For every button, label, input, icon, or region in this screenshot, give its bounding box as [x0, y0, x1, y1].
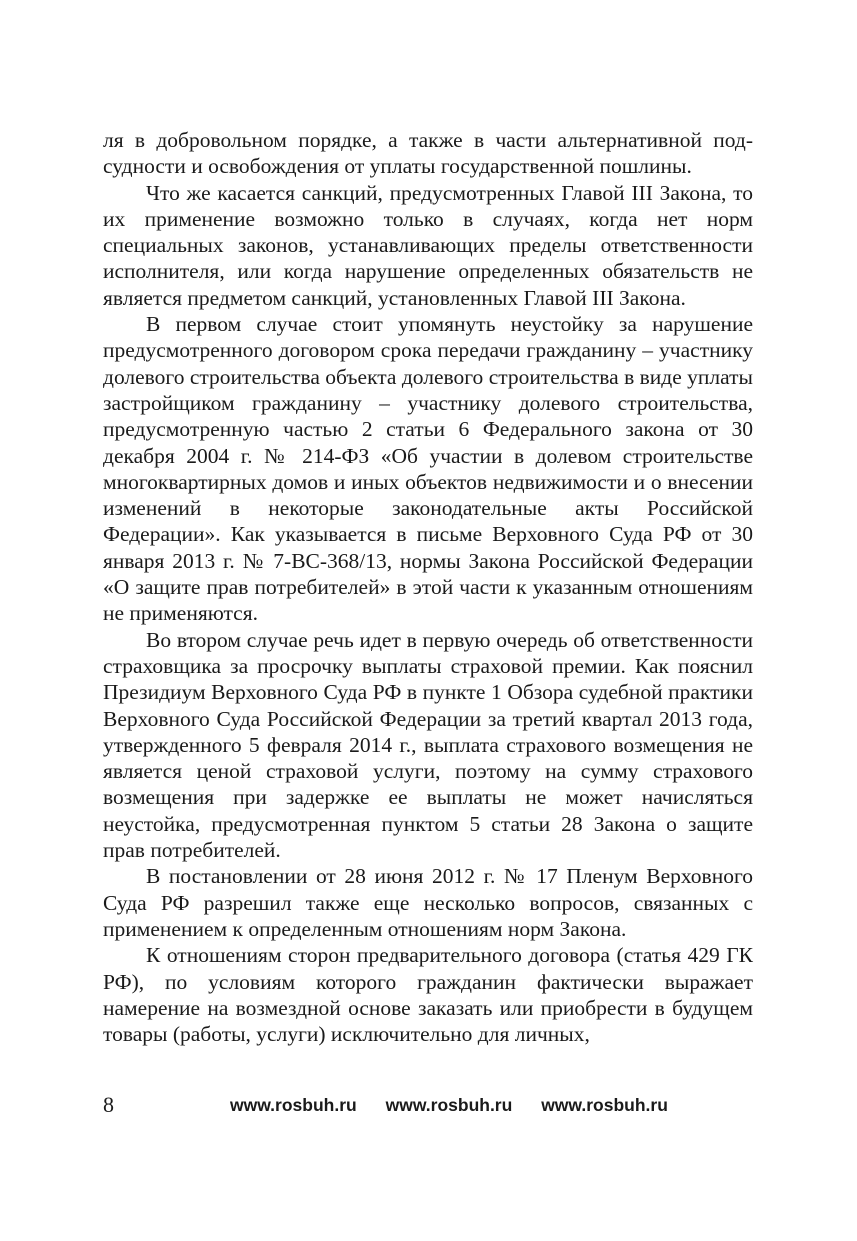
paragraph-4: Во втором случае речь идет в первую очередь об ответственности страховщика за просрочку выплаты страховой премии. Как пояснил Президиум Верховного Суда РФ в пункте 1 Обзора судебной практики Верховного Суда Российской Федерации за третий квартал 2013 года, утвержденного 5 февраля 2014 г., выплата страхового возмещения не является ценой страховой услуги, поэтому на сумму страхового возмещения при задержке ее выплаты не может начисляться неустойка, предусмотренная пунктом 5 статьи 28 Закона о защите прав потребителей.	[103, 627, 753, 863]
page-footer	[103, 1092, 753, 1122]
paragraph-5: В постановлении от 28 июня 2012 г. № 17 Пленум Верховного Суда РФ разрешил также еще несколько вопросов, связанных с применением к определенным отношениям норм Закона.	[103, 864, 753, 941]
paragraph-3: В первом случае стоит упомянуть неустойку за нарушение предусмотренного договором срока передачи гражданину – участнику долевого строительства объекта долевого строительства в виде уплаты застройщиком гражданину – участнику долевого строительства, предусмотренную частью 2 статьи 6 Федерального закона от 30 декабря 2004 г. № 214-ФЗ «Об участии в долевом строительстве многоквартирных домов и иных объектов недвижимости и о внесении изменений в некоторые законодательные акты Российской Федерации». Как указывается в письме Верховного Суда РФ от 30 января 2013 г. № 7-ВС-368/13, нормы Закона Российской Федерации «О защите прав потребителей» в этой части к указанным отношениям не применяются.	[103, 312, 753, 626]
body-text	[103, 127, 753, 1047]
footer-link[interactable]: www.rosbuh.ru	[541, 1095, 668, 1115]
paragraph-2: Что же касается санкций, предусмотренных Главой III Закона, то их применение возможно только в случаях, когда нет норм специальных законов, устанавливающих пределы ответственности исполнителя, или когда нарушение определенных обязательств не является предметом санкций, установленных Главой III Закона.	[103, 180, 753, 310]
footer-links	[230, 1094, 692, 1116]
footer-link[interactable]: www.rosbuh.ru	[230, 1095, 357, 1115]
paragraph-1: ля в добровольном порядке, а также в части альтернативной подсудности и освобождения от уплаты государственной пошлины.	[103, 128, 753, 179]
footer-link[interactable]: www.rosbuh.ru	[385, 1095, 513, 1115]
page-number: 8	[103, 1092, 114, 1117]
paragraph-6: К отношениям сторон предварительного договора (статья 429 ГК РФ), по условиям которого гражданин фактически выражает намерение на возмездной основе заказать или приобрести в будущем товары (работы, услуги) исключительно для личных,	[103, 943, 753, 1047]
